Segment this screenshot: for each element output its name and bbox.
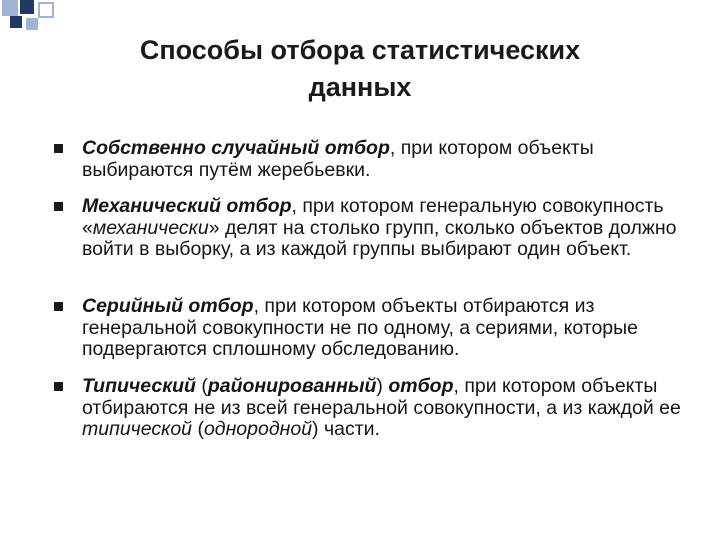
item-text: ) части. bbox=[312, 418, 380, 440]
decor-square-4 bbox=[10, 16, 22, 28]
decor-square-5 bbox=[26, 18, 38, 30]
slide-title-line-1: Способы отбора статистических bbox=[139, 35, 581, 65]
item-text: » делят на столько групп, сколько объектов должно войти в выборку, а из каждой группы выбирают один объект. bbox=[82, 216, 677, 260]
term-text: отбор bbox=[388, 375, 454, 397]
list-item bbox=[82, 296, 682, 361]
item-text: ( bbox=[195, 375, 208, 397]
item-text: , при котором генеральную совокупность « bbox=[82, 195, 664, 239]
square-bullet-icon bbox=[54, 144, 63, 153]
item-text: , при котором объекты выбираются путём жеребьевки. bbox=[82, 137, 594, 181]
item-text: ) bbox=[376, 375, 389, 397]
decor-square-1 bbox=[2, 0, 18, 16]
decor-square-2 bbox=[20, 0, 34, 14]
item-text: ( bbox=[192, 418, 204, 440]
term-text: Собственно случайный отбор bbox=[82, 137, 390, 159]
term-text: Типический bbox=[82, 375, 196, 397]
emphasis-text: типической bbox=[82, 418, 193, 440]
square-bullet-icon bbox=[54, 302, 63, 311]
emphasis-text: однородной bbox=[203, 418, 313, 440]
decor-square-3 bbox=[38, 2, 54, 18]
slide-title-line-2: данных bbox=[308, 72, 412, 102]
term-text: Серийный отбор bbox=[82, 295, 254, 317]
term-text: Механический отбор bbox=[82, 195, 292, 217]
list-item bbox=[82, 138, 682, 181]
term-text: районированный bbox=[207, 375, 377, 397]
slide-title bbox=[90, 32, 630, 106]
square-bullet-icon bbox=[54, 382, 63, 391]
list-item bbox=[82, 196, 682, 261]
item-text: , при котором объекты отбираются из генеральной совокупности не по одному, а сериями, которые подвергаются сплошному обследованию. bbox=[82, 295, 638, 360]
corner-decoration bbox=[0, 0, 60, 40]
item-text: , при котором объекты отбираются не из всей генеральной совокупности, а из каждой ее bbox=[82, 375, 681, 419]
square-bullet-icon bbox=[54, 202, 63, 211]
list-item bbox=[82, 376, 682, 441]
emphasis-text: механически bbox=[92, 216, 209, 239]
